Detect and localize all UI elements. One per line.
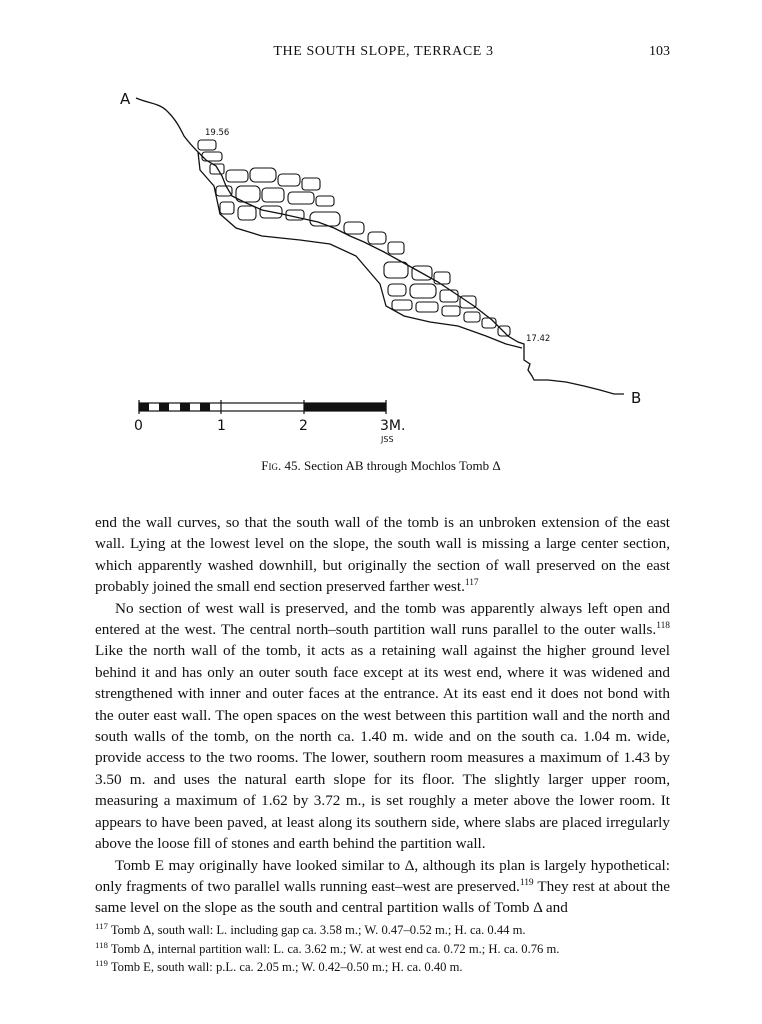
paragraph-text: Tomb E may originally have looked similar to Δ, although its plan is largely hypothetical: only fragments of two parallel walls running east–west are preserved. xyxy=(95,856,670,895)
page-number: 103 xyxy=(649,44,670,59)
footnote-number: 118 xyxy=(95,939,108,950)
footnote-text: Tomb Δ, south wall: L. including gap ca. 3.58 m.; W. 0.47–0.52 m.; H. ca. 0.44 m. xyxy=(110,923,526,937)
paragraph-text: They rest at about the same level on the slope as the south and central partition walls of Tomb Δ and xyxy=(95,877,670,917)
section-label-b: B xyxy=(631,389,642,407)
footnote-text: Tomb E, south wall: p.L. ca. 2.05 m.; W. 0.42–0.50 m.; H. ca. 0.40 m. xyxy=(110,960,463,975)
paragraph-text: No section of west wall is preserved, and the tomb was apparently always left open and entered at the west. The central north–south partition wall runs parallel to the outer walls. xyxy=(95,599,670,639)
paragraph-text: Like the north wall of the tomb, it acts as a retaining wall against the higher ground level behind it and has only an outer south face except at its west end, where it was widened and strengthened with inner and outer faces at the entrance. At its east end it does not bond with the outer east wall. The open spaces on the west between this partition wall and the north and south walls of the tomb, on the north ca. 1.40 m. wide and on the south ca. 1.04 m. wide, provide access to the two rooms. The lower, southern room measures a maximum of 1.43 by 3.50 m. and uses the natural earth slope for its floor. The slightly larger upper room, measuring a maximum of 1.62 by 3.72 m., is set roughly a meter above the lower room. It appears to have been paved, at least along its southern side, where slabs are placed irregularly above the loose fill of stones and earth behind the partition wall. xyxy=(95,642,670,853)
paragraph xyxy=(95,855,670,919)
section-drawing xyxy=(0,0,762,460)
footnote-text: Tomb Δ, internal partition wall: L. ca. 3.62 m.; W. at west end ca. 0.72 m.; H. ca. 0.76 m. xyxy=(110,941,560,956)
paragraph-text: end the wall curves, so that the south wall of the tomb is an unbroken extension of the east wall. Lying at the lowest level on the slope, the south wall is missing a large center section, which apparently washed downhill, but originally the section of wall preserved on the east probably joined the small end section preserved farther west. xyxy=(95,514,670,596)
scale-label-2: 2 xyxy=(299,418,308,434)
scale-label-1: 1 xyxy=(217,418,226,434)
paragraph xyxy=(95,512,670,598)
draftsman-initials: JSS xyxy=(381,435,394,444)
footnote-ref: 117 xyxy=(464,578,479,589)
ground-profile-line xyxy=(136,98,624,394)
footnote xyxy=(95,940,670,959)
section-label-a: A xyxy=(120,90,131,108)
scale-label-0: 0 xyxy=(134,418,143,434)
footnote xyxy=(95,958,670,977)
elevation-top-label: 19.56 xyxy=(205,128,230,138)
figure-caption-label: Fig. 45. xyxy=(261,458,301,473)
footnote-number: 119 xyxy=(95,958,108,968)
footnotes xyxy=(95,921,670,977)
figure-caption-text: Section AB through Mochlos Tomb Δ xyxy=(300,458,501,473)
scale-label-3: 3M. xyxy=(380,418,406,434)
paragraph xyxy=(95,598,670,855)
body-text xyxy=(95,512,670,919)
elevation-bottom-label: 17.42 xyxy=(526,334,551,344)
footnote-number: 117 xyxy=(95,920,108,931)
figure-caption xyxy=(0,458,762,474)
scale-bar xyxy=(139,400,386,414)
footnote-ref: 118 xyxy=(656,620,670,631)
running-head: THE SOUTH SLOPE, TERRACE 3 xyxy=(273,44,494,59)
footnote-ref: 119 xyxy=(519,877,534,888)
footnote xyxy=(95,921,670,940)
